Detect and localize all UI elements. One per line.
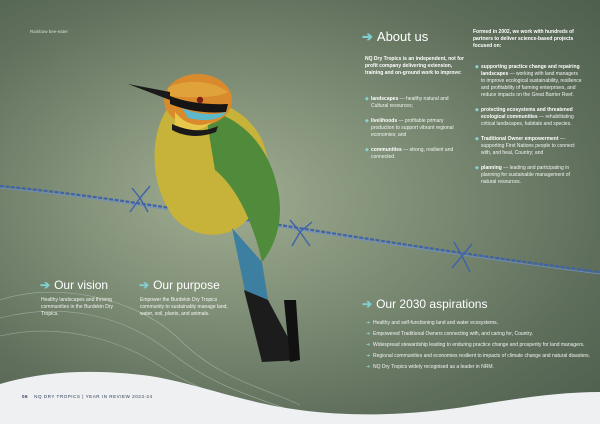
about-item-bold: landscapes	[371, 96, 399, 102]
arrow-bullet-icon: ➔	[366, 364, 371, 370]
about-item-text: — strong, resilient and connected.	[371, 147, 454, 160]
arrow-right-icon: ➔	[362, 29, 373, 44]
vision-title-text: Our vision	[54, 278, 109, 292]
about-item-bold: communities	[371, 147, 402, 153]
bullet-icon: ◆	[475, 165, 479, 171]
formed-intro: Formed in 2002, we work with hundreds of partners to deliver science-based projects focused on:	[473, 29, 574, 49]
about-title-text: About us	[376, 29, 429, 44]
about-item-bold: livelihoods	[371, 118, 398, 124]
aspiration-text: NQ Dry Tropics widely recognised as a leader in NRM.	[373, 364, 494, 370]
bullet-icon: ◆	[475, 64, 479, 70]
about-intro: NQ Dry Tropics is an independent, not for profit company delivering extension, training and on-ground work to improve:	[365, 56, 464, 76]
aspiration-text: Regional communities and economies resilient to impacts of climate change and natural disasters.	[373, 353, 591, 359]
arrow-right-icon: ➔	[40, 278, 51, 292]
footer	[22, 394, 153, 399]
arrow-bullet-icon: ➔	[366, 342, 371, 348]
formed-item-text: — supporting First Nations people to connect with, and heal, Country; and	[481, 136, 575, 156]
formed-item-bold: protecting ecosystems and threatened ecological communities	[481, 107, 573, 120]
formed-item-text: — leading and participating in planning for sustainable management of natural resources.	[481, 165, 570, 185]
about-item-text: — profitable primary production to support vibrant regional economies; and	[371, 118, 454, 138]
about-item-text: — healthy natural and Cultural resources;	[371, 96, 449, 109]
formed-item-text: — rehabilitating critical landscapes, habitats and species.	[481, 114, 574, 127]
aspiration-text: Empowered Traditional Owners connecting with, and caring for, Country.	[373, 331, 533, 337]
footer-title: NQ DRY TROPICS | YEAR IN REVIEW 2023-24	[34, 394, 153, 399]
page-number: 06	[22, 394, 29, 399]
purpose-text: Empower the Burdekin Dry Tropics community to sustainably manage land, water, soil, plants, and animals.	[140, 297, 228, 317]
bullet-icon: ◆	[475, 136, 479, 142]
formed-item-text: — working with land managers to improve ecological sustainability, resilience and profitability of farming enterprises, and reduce impacts on the Great Barrier Reef.	[481, 71, 582, 98]
bullet-icon: ◆	[365, 147, 369, 153]
arrow-right-icon: ➔	[362, 297, 373, 311]
aspirations-title-text: Our 2030 aspirations	[376, 297, 488, 311]
arrow-bullet-icon: ➔	[366, 331, 371, 337]
arrow-bullet-icon: ➔	[366, 353, 371, 359]
formed-item-bold: supporting practice change and repairing landscapes	[481, 64, 580, 77]
arrow-right-icon: ➔	[139, 278, 150, 292]
bullet-icon: ◆	[475, 107, 479, 113]
photo-credit: Rainbow bee-eater	[30, 29, 69, 34]
purpose-title-text: Our purpose	[153, 278, 220, 292]
aspiration-text: Widespread stewardship leading to enduring practice change and prosperity for land managers.	[373, 342, 585, 348]
aspiration-text: Healthy and self-functioning land and water ecosystems.	[373, 320, 499, 326]
vision-text: Healthy landscapes and thriving communities in the Burdekin Dry Tropics.	[41, 297, 113, 317]
formed-item-bold: Traditional Owner empowerment	[481, 136, 559, 142]
bullet-icon: ◆	[365, 118, 369, 124]
bullet-icon: ◆	[365, 96, 369, 102]
arrow-bullet-icon: ➔	[366, 320, 371, 326]
formed-item-bold: planning	[481, 165, 502, 171]
